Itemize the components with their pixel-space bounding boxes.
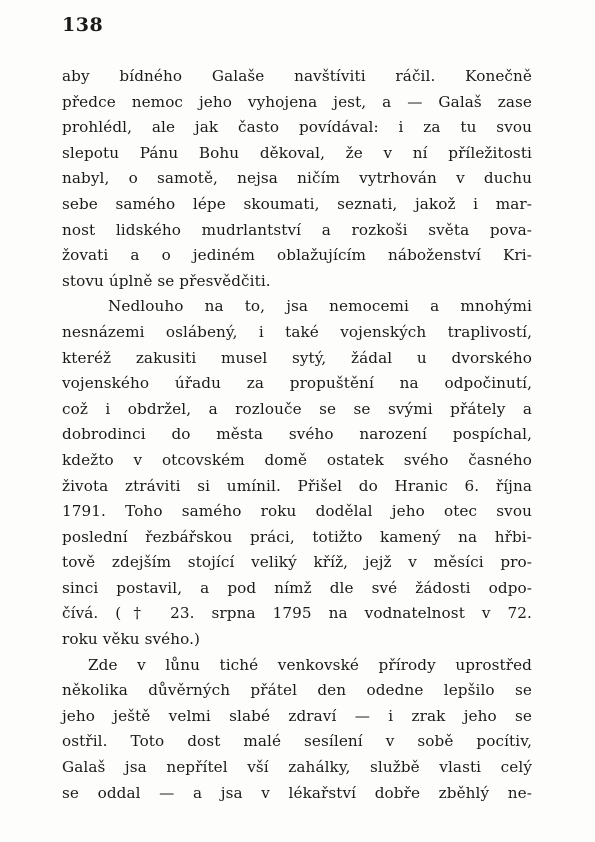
text-line: sinci postavil, a pod nímž dle své žádosti odpo- <box>62 578 532 597</box>
text-line: tově zdejším stojící veliký kříž, jejž v měsíci pro- <box>62 553 532 572</box>
text-line: sebe samého lépe skoumati, seznati, jakož i mar- <box>62 194 532 213</box>
paragraph <box>62 294 532 652</box>
text-line: nesnázemi oslábený, i také vojenských traplivostí, <box>62 322 532 341</box>
text-line: Galaš jsa nepřítel vší zahálky, službě vlasti celý <box>62 758 532 777</box>
text-line: nabyl, o samotě, nejsa ničím vytrhován v duchu <box>62 169 532 188</box>
text-line: Nedlouho na to, jsa nemocemi a mnohými <box>108 297 532 316</box>
text-line: několika důvěrných přátel den odedne lepšilo se <box>62 681 532 700</box>
paragraph <box>62 653 532 807</box>
text-line: slepotu Pánu Bohu děkoval, že v ní příležitosti <box>62 143 532 162</box>
text-line: kteréž zakusiti musel sytý, žádal u dvorského <box>62 348 532 367</box>
text-line: prohlédl, ale jak často povídával: i za tu svou <box>62 118 532 137</box>
text-line: stovu úplně se přesvědčiti. <box>62 271 271 290</box>
text-line: předce nemoc jeho vyhojena jest, a — Galaš zase <box>62 92 532 111</box>
text-line: jeho ještě velmi slabé zdraví — i zrak jeho se <box>62 706 532 725</box>
text-line: Zde v lůnu tiché venkovské přírody uprostřed <box>88 655 532 674</box>
text-line: 1791. Toho samého roku dodělal jeho otec svou <box>62 502 532 521</box>
body-text <box>62 64 532 806</box>
text-line: žovati a o jediném oblažujícím náboženství Kri- <box>62 246 532 265</box>
text-line: kdežto v otcovském domě ostatek svého časného <box>62 450 532 469</box>
text-line: dobrodinci do města svého narození pospíchal, <box>62 425 532 444</box>
text-line: života ztráviti si umínil. Přišel do Hranic 6. října <box>62 476 532 495</box>
text-line: vojenského úřadu za propuštění na odpočinutí, <box>62 374 532 393</box>
text-line: což i obdržel, a rozlouče se se svými přátely a <box>62 399 532 418</box>
text-line: poslední řezbářskou práci, totižto kamený na hřbi- <box>62 527 532 546</box>
page-number: 138 <box>62 14 104 36</box>
text-line: ostřil. Toto dost malé sesílení v sobě pocítiv, <box>62 732 532 751</box>
text-line: se oddal — a jsa v lékařství dobře zběhlý ne- <box>62 783 532 802</box>
text-line: aby bídného Galaše navštíviti ráčil. Konečně <box>62 67 532 85</box>
text-line: nost lidského mudrlantství a rozkoši světa pova- <box>62 220 532 239</box>
text-line: čívá. († 23. srpna 1795 na vodnatelnost v 72. <box>62 604 532 623</box>
paragraph <box>62 64 532 294</box>
text-line: roku věku svého.) <box>62 630 201 649</box>
